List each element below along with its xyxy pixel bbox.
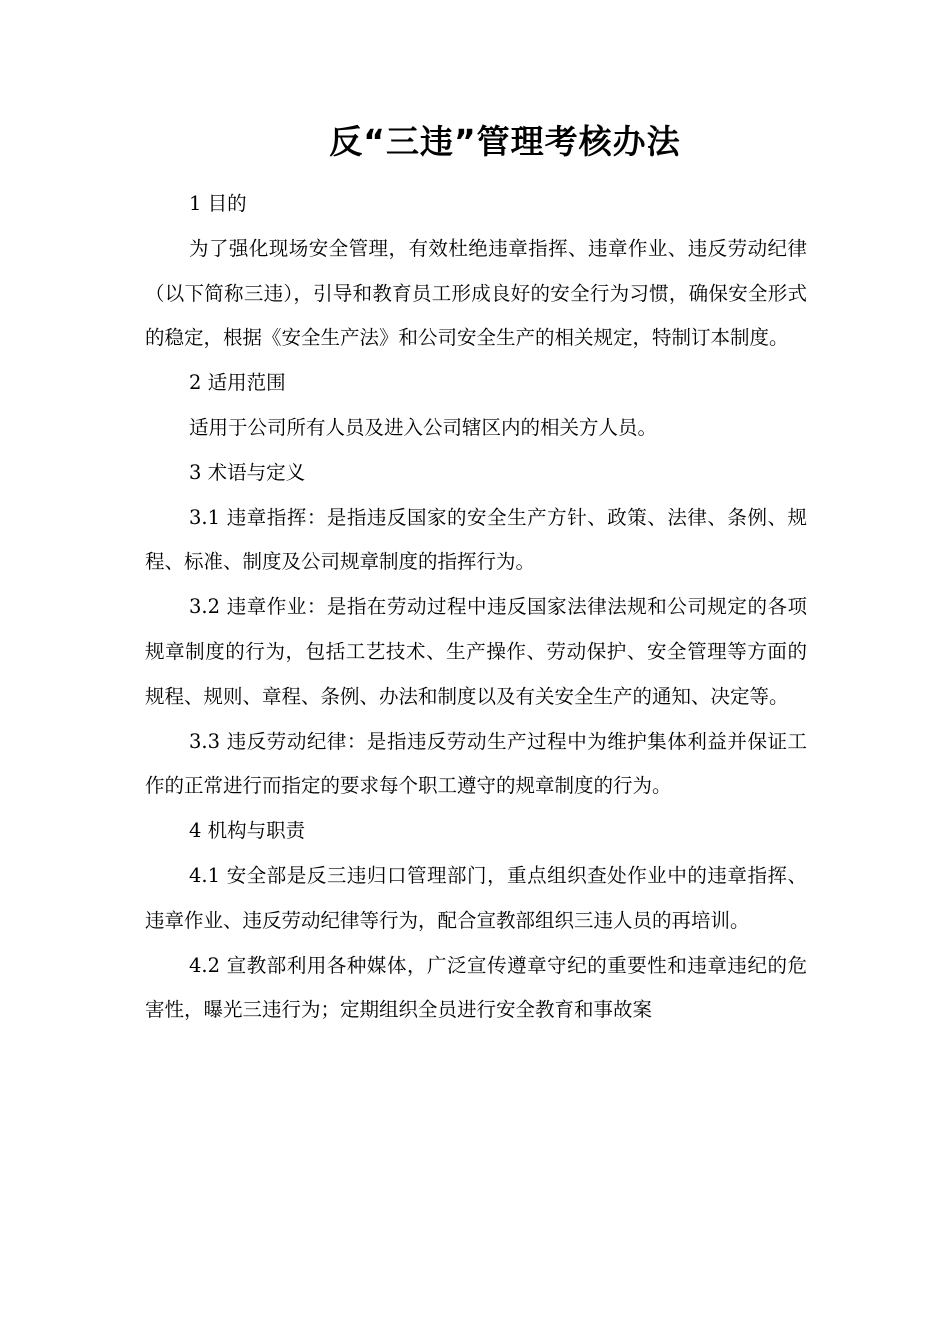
section-heading-organization: 4 机构与职责 bbox=[189, 819, 306, 843]
paragraph-scope: 适用于公司所有人员及进入公司辖区内的相关方人员。 bbox=[189, 415, 658, 439]
section-heading-scope: 2 适用范围 bbox=[189, 371, 286, 395]
paragraph-term-3-3: 3.3 违反劳动纪律：是指违反劳动生产过程中为维护集体利益并保证工作的正常进行而指定的要求每个职工遵守的规章制度的行为。 bbox=[145, 729, 807, 798]
document-body bbox=[145, 182, 807, 1033]
paragraph-term-3-2: 3.2 违章作业：是指在劳动过程中违反国家法律法规和公司规定的各项规章制度的行为，包括工艺技术、生产操作、劳动保护、安全管理等方面的规程、规则、章程、条例、办法和制度以及有关安全生产的通知、决定等。 bbox=[145, 595, 807, 708]
section-heading-purpose: 1 目的 bbox=[189, 192, 247, 215]
section-heading-terms: 3 术语与定义 bbox=[189, 460, 306, 484]
paragraph-term-3-1: 3.1 违章指挥：是指违反国家的安全生产方针、政策、法律、条例、规程、标准、制度及公司规章制度的指挥行为。 bbox=[145, 505, 807, 574]
paragraph-purpose: 为了强化现场安全管理，有效杜绝违章指挥、违章作业、违反劳动纪律（以下简称三违），引导和教育员工形成良好的安全行为习惯，确保安全形式的稳定，根据《安全生产法》和公司安全生产的相关规定，特制订本制度。 bbox=[145, 236, 807, 350]
paragraph-duty-4-1: 4.1 安全部是反三违归口管理部门，重点组织查处作业中的违章指挥、违章作业、违反劳动纪律等行为，配合宣教部组织三违人员的再培训。 bbox=[145, 863, 807, 932]
paragraph-duty-4-2: 4.2 宣教部利用各种媒体，广泛宣传遵章守纪的重要性和违章违纪的危害性，曝光三违行为；定期组织全员进行安全教育和事故案 bbox=[145, 953, 807, 1022]
document-title: 反“三违”管理考核办法 bbox=[329, 122, 681, 161]
